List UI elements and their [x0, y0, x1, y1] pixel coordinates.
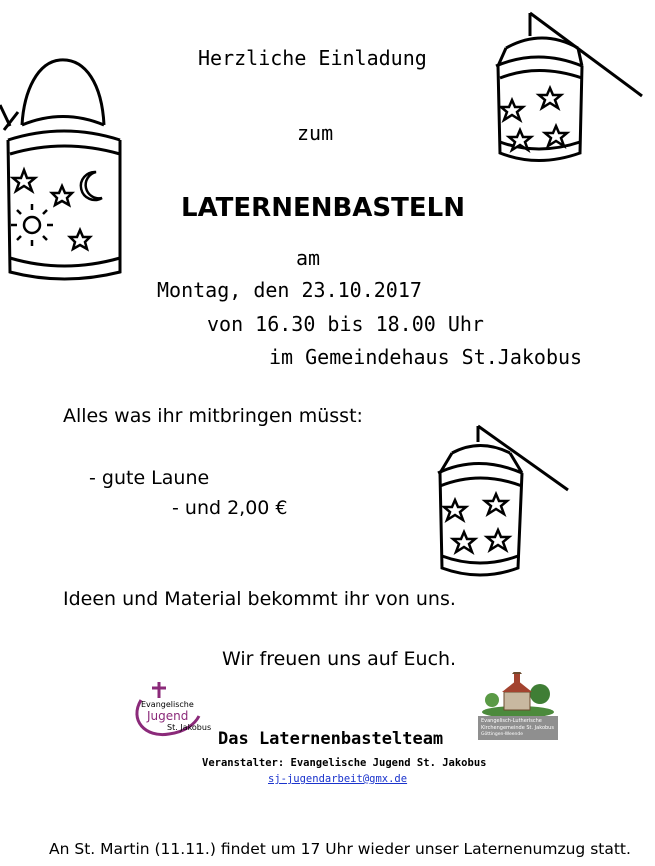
evangelische-jugend-logo [133, 678, 212, 738]
logo-text: Kirchengemeinde St. Jakobus [481, 725, 554, 731]
logo-text: St. Jakobus [167, 723, 212, 732]
bring-heading: Alles was ihr mitbringen müsst: [63, 405, 363, 427]
event-date: Montag, den 23.10.2017 [157, 278, 422, 302]
logo-text: Evangelische [141, 700, 194, 709]
event-place: im Gemeindehaus St.Jakobus [269, 345, 583, 369]
lantern-drum-illustration [0, 50, 140, 290]
am-line: am [296, 246, 321, 270]
logo-text: Göttingen-Weende [481, 732, 523, 737]
kirchengemeinde-logo [478, 672, 558, 744]
team-name: Das Laternenbastelteam [218, 729, 444, 749]
bring-item: - und 2,00 € [172, 497, 288, 519]
email-link[interactable]: sj-jugendarbeit@gmx.de [268, 773, 408, 785]
logo-text: Jugend [147, 709, 189, 723]
event-time: von 16.30 bis 18.00 Uhr [207, 312, 484, 336]
footer-note: An St. Martin (11.11.) findet um 17 Uhr wieder unser Laternenumzug statt. [49, 840, 631, 858]
lantern-stick-illustration [490, 8, 655, 168]
ideas-line: Ideen und Material bekommt ihr von uns. [63, 588, 456, 610]
bring-item: - gute Laune [89, 467, 210, 489]
zum-line: zum [297, 121, 334, 145]
organizer-line: Veranstalter: Evangelische Jugend St. Jakobus [202, 757, 487, 769]
greeting-line: Herzliche Einladung [198, 46, 427, 70]
logo-text: Evangelisch-Lutherische [481, 718, 542, 724]
lantern-stick-illustration [430, 418, 580, 583]
looking-forward-line: Wir freuen uns auf Euch. [222, 648, 457, 670]
event-title: LATERNENBASTELN [181, 193, 465, 223]
